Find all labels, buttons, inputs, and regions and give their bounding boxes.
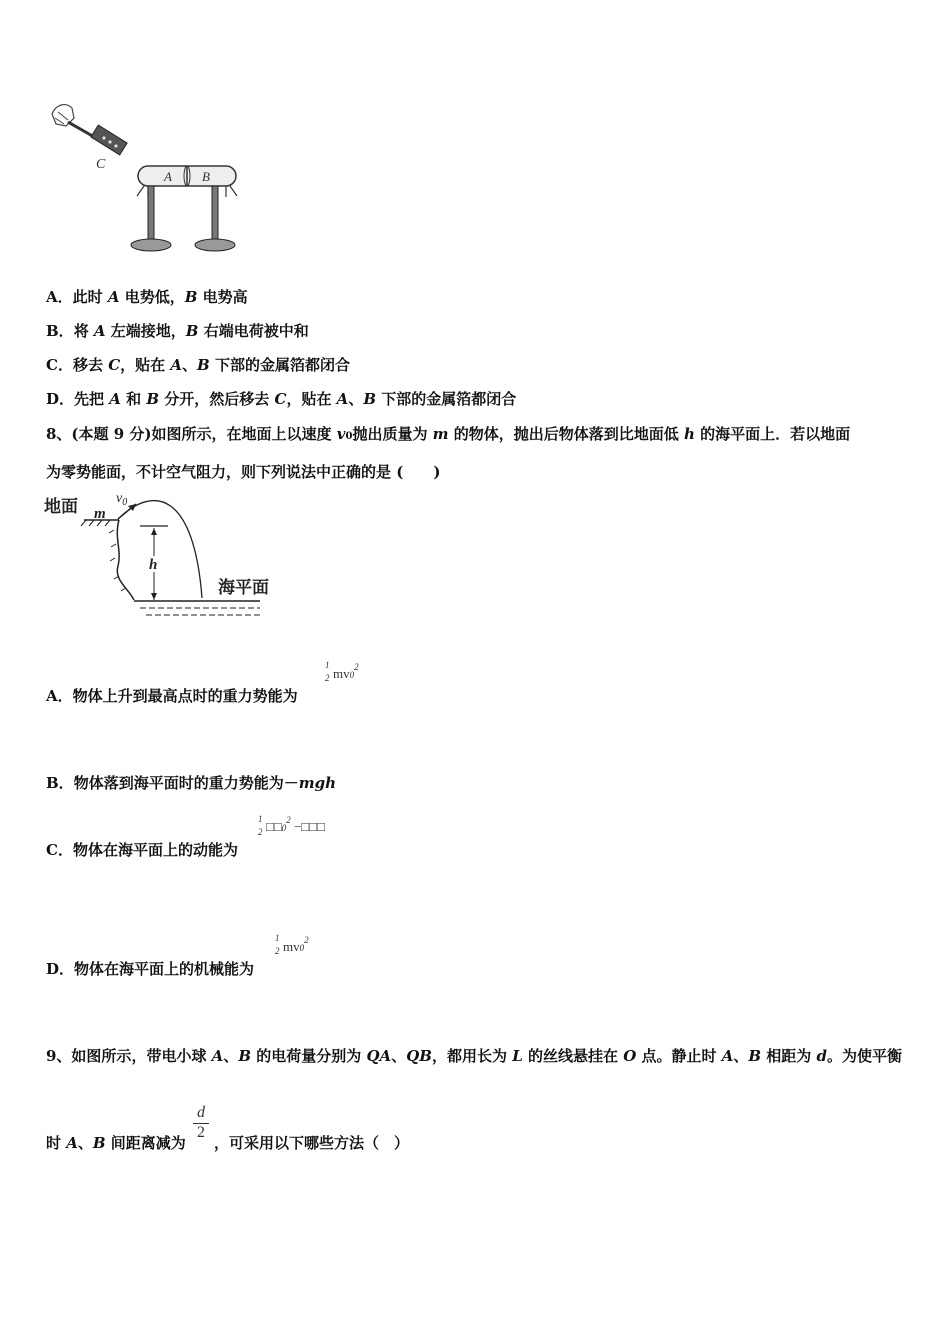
q8-option-b: B．物体落到海平面时的重力势能为－mgh bbox=[46, 774, 336, 792]
q8-stem-line1: 8、(本题 9 分)如图所示，在地面上以速度 v0抛出质量为 m 的物体，抛出后物体落到比地面低 h 的海平面上．若以地面 bbox=[46, 425, 851, 443]
q9-stem-line1: 9、如图所示，带电小球 A、B 的电荷量分别为 QA、QB，都用长为 L 的丝线悬挂在 O 点。静止时 A、B 相距为 d。为使平衡 bbox=[46, 1047, 903, 1065]
q7-option-b: B．将 A 左端接地，B 右端电荷被中和 bbox=[46, 322, 309, 340]
q8-stem-line2: 为零势能面，不计空气阻力，则下列说法中正确的是 ( ) bbox=[46, 463, 441, 481]
q9-stem-line2: 时 A、B 间距离减为 bbox=[46, 1134, 186, 1152]
electroscope-figure bbox=[44, 96, 254, 261]
velocity-label: $v_0$ bbox=[116, 491, 128, 508]
mass-label: m bbox=[94, 506, 106, 522]
label-b: B bbox=[202, 169, 210, 184]
q7-option-d: D．先把 A 和 B 分开，然后移去 C，贴在 A、B 下部的金属箔都闭合 bbox=[46, 390, 517, 408]
q7-option-c: C．移去 C，贴在 A、B 下部的金属箔都闭合 bbox=[46, 356, 350, 374]
q8-option-c: C．物体在海平面上的动能为 bbox=[46, 841, 238, 859]
q8-option-a: A．物体上升到最高点时的重力势能为 bbox=[46, 687, 298, 705]
q9-fraction: d 2 bbox=[193, 1104, 209, 1142]
sea-label: 海平面 bbox=[218, 578, 269, 597]
height-label: h bbox=[149, 557, 158, 573]
q7-option-a: A．此时 A 电势低，B 电势高 bbox=[46, 288, 248, 306]
projectile-figure bbox=[44, 488, 284, 628]
ground-label: 地面 bbox=[44, 497, 78, 516]
label-c: C bbox=[96, 157, 106, 172]
q9-stem-line2-end: ，可采用以下哪些方法（ ） bbox=[214, 1134, 410, 1152]
label-a: A bbox=[164, 169, 172, 184]
q8-option-d: D．物体在海平面上的机械能为 bbox=[46, 960, 255, 978]
